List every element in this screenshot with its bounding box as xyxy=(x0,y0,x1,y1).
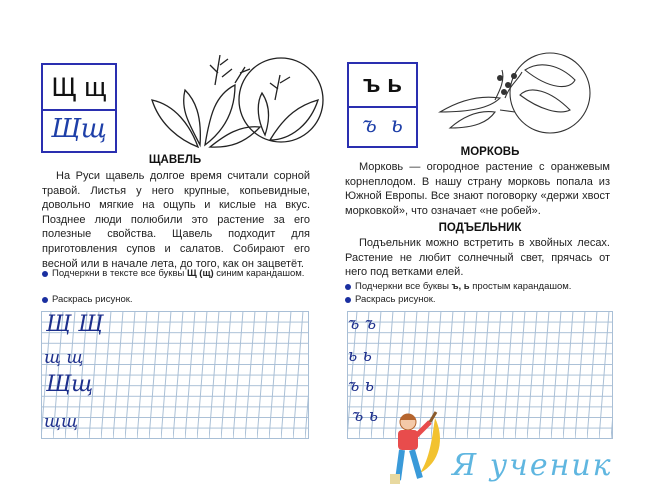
paragraph-podelnik: Подъельник можно встретить в хвойных лесах. Растение не любит солнечный свет, прячась от него под ветками елей. xyxy=(345,237,610,279)
paragraph-sorrel: На Руси щавель долгое время считали сорной травой. Листья у него крупные, копьевидные, довольно мягкие на ощупь и кислые на вкус. Позднее люди полюбили это растение за его полезные свойства. Щавель подходит для приготовления супов и салатов. Собирают его весной или в начале лета, до того, как он зацветёт. xyxy=(42,170,310,270)
task-text-end: синим карандашом. xyxy=(213,268,305,279)
task-letters: Щ (щ) xyxy=(186,268,214,279)
letter-box-hard-soft-sign xyxy=(347,62,418,148)
task-color-picture: Раскрась рисунок. xyxy=(42,294,317,306)
task-text: Подчеркни все буквы xyxy=(355,281,452,292)
carrot-illustration xyxy=(430,50,600,150)
letter-print-signs: ъ ь xyxy=(349,64,416,108)
sorrel-illustration xyxy=(140,55,330,155)
letter-script-signs: ъ ь xyxy=(362,112,403,138)
practice-line-3: Щщ xyxy=(46,372,94,397)
paragraph-carrot: Морковь — огородное растение с оранжевым корнеплодом. В нашу страну морковь попала из Южной Европы. Все знают поговорку «держи хвост морковкой», что означает «не робей». xyxy=(345,161,610,217)
heading-podelnik: ПОДЪЕЛЬНИК xyxy=(438,222,522,234)
letter-print-shch: Щ щ xyxy=(43,65,115,111)
task-letters: ъ, ь xyxy=(451,281,470,292)
logo-ya-uchenik: Я ученик xyxy=(452,448,613,483)
letter-script-shch: Щщ xyxy=(51,114,107,144)
practice-line-2: щ щ xyxy=(44,348,84,368)
practice-line-2: ь ь xyxy=(348,346,372,366)
practice-line-1: Щ Щ xyxy=(46,312,104,337)
heading-sorrel: ЩАВЕЛЬ xyxy=(148,154,202,166)
task-text: Подчеркни в тексте все буквы xyxy=(52,268,187,279)
letter-box-shch xyxy=(41,63,117,153)
task-color-picture: Раскрась рисунок. xyxy=(345,294,620,306)
practice-line-1: ъ ъ xyxy=(348,314,377,334)
practice-line-4: щщ xyxy=(44,412,79,432)
boy-with-brush-mascot xyxy=(390,408,450,488)
practice-grid-right xyxy=(347,311,613,439)
task-text-end: простым карандашом. xyxy=(469,281,572,292)
task-underline-signs xyxy=(345,281,620,293)
task-underline-shch xyxy=(42,268,317,280)
practice-line-3: ъ ь xyxy=(348,376,374,396)
practice-line-4: ъ ь xyxy=(352,406,378,426)
heading-carrot: МОРКОВЬ xyxy=(460,146,520,158)
